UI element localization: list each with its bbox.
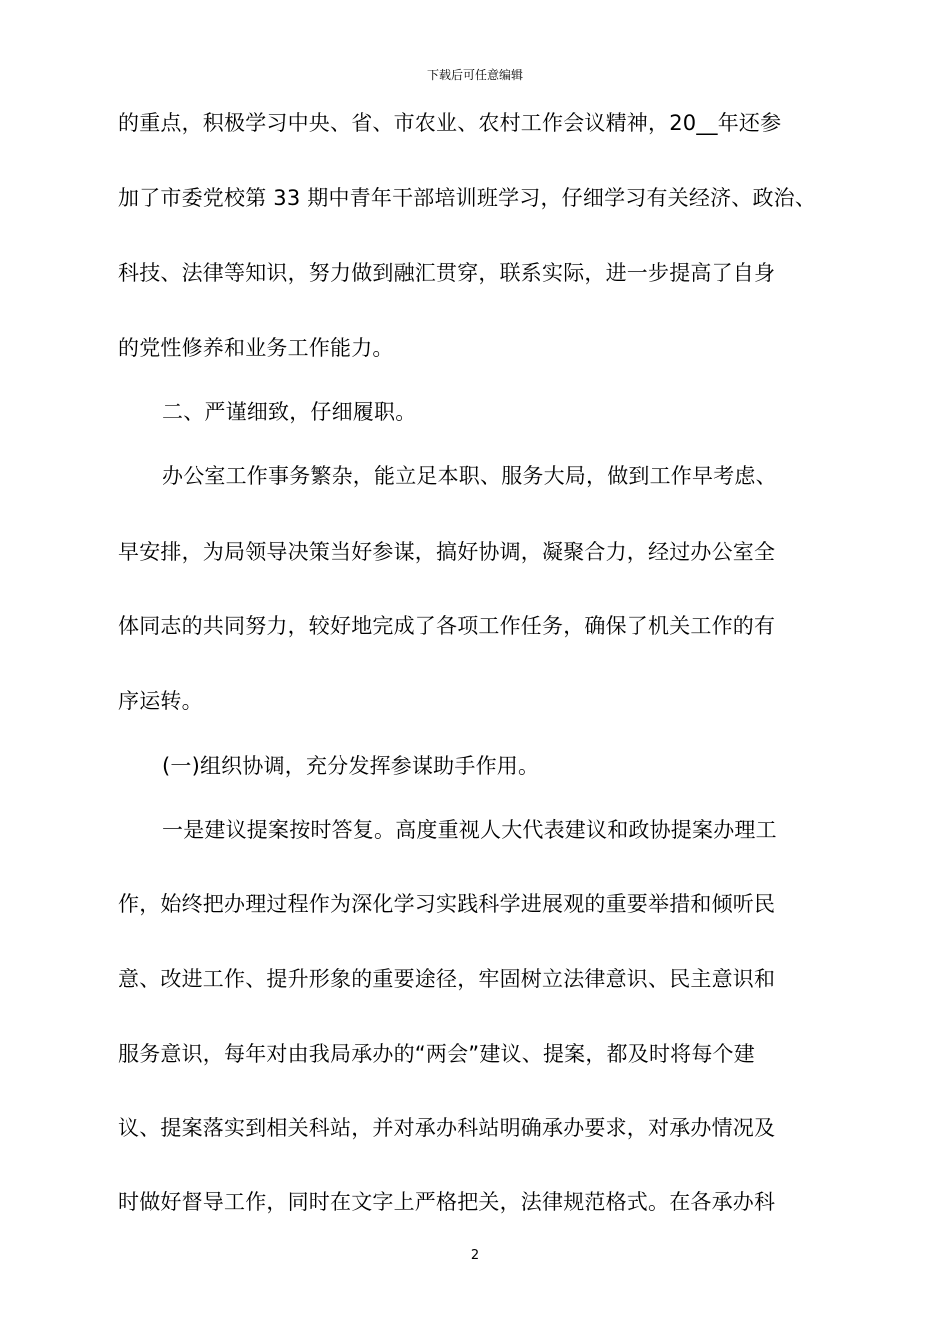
paragraph-line: 意、改进工作、提升形象的重要途径，牢固树立法律意识、民主意识和 [118,967,776,991]
subsection-heading: (一)组织协调，充分发挥参谋助手作用。 [162,754,540,778]
paragraph-line: 体同志的共同努力，较好地完成了各项工作任务，确保了机关工作的有 [118,614,776,638]
paragraph-line: 时做好督导工作，同时在文字上严格把关，法律规范格式。在各承办科 [118,1190,776,1214]
paragraph-line: 办公室工作事务繁杂，能立足本职、服务大局，做到工作早考虑、 [162,464,777,488]
paragraph-line: 科技、法律等知识，努力做到融汇贯穿，联系实际，进一步提高了自身 [118,261,776,285]
paragraph-line: 序运转。 [118,689,203,713]
page-number: 2 [470,1248,480,1263]
paragraph-line: 加了市委党校第 33 期中青年干部培训班学习，仔细学习有关经济、政治、 [118,186,817,210]
paragraph-line: 的党性修养和业务工作能力。 [118,336,394,360]
paragraph-line: 一是建议提案按时答复。高度重视人大代表建议和政协提案办理工 [162,818,777,842]
paragraph-line: 议、提案落实到相关科站，并对承办科站明确承办要求，对承办情况及 [118,1116,776,1140]
paragraph-line: 的重点，积极学习中央、省、市农业、农村工作会议精神，20__年还参 [118,111,782,135]
paragraph-line: 服务意识，每年对由我局承办的“两会”建议、提案，都及时将每个建 [118,1042,755,1066]
paragraph-line: 作，始终把办理过程作为深化学习实践科学进展观的重要举措和倾听民 [118,892,776,916]
paragraph-line: 早安排，为局领导决策当好参谋，搞好协调，凝聚合力，经过办公室全 [118,540,776,564]
section-heading: 二、严谨细致，仔细履职。 [162,400,417,424]
page-header: 下载后可任意编辑 [426,68,523,82]
